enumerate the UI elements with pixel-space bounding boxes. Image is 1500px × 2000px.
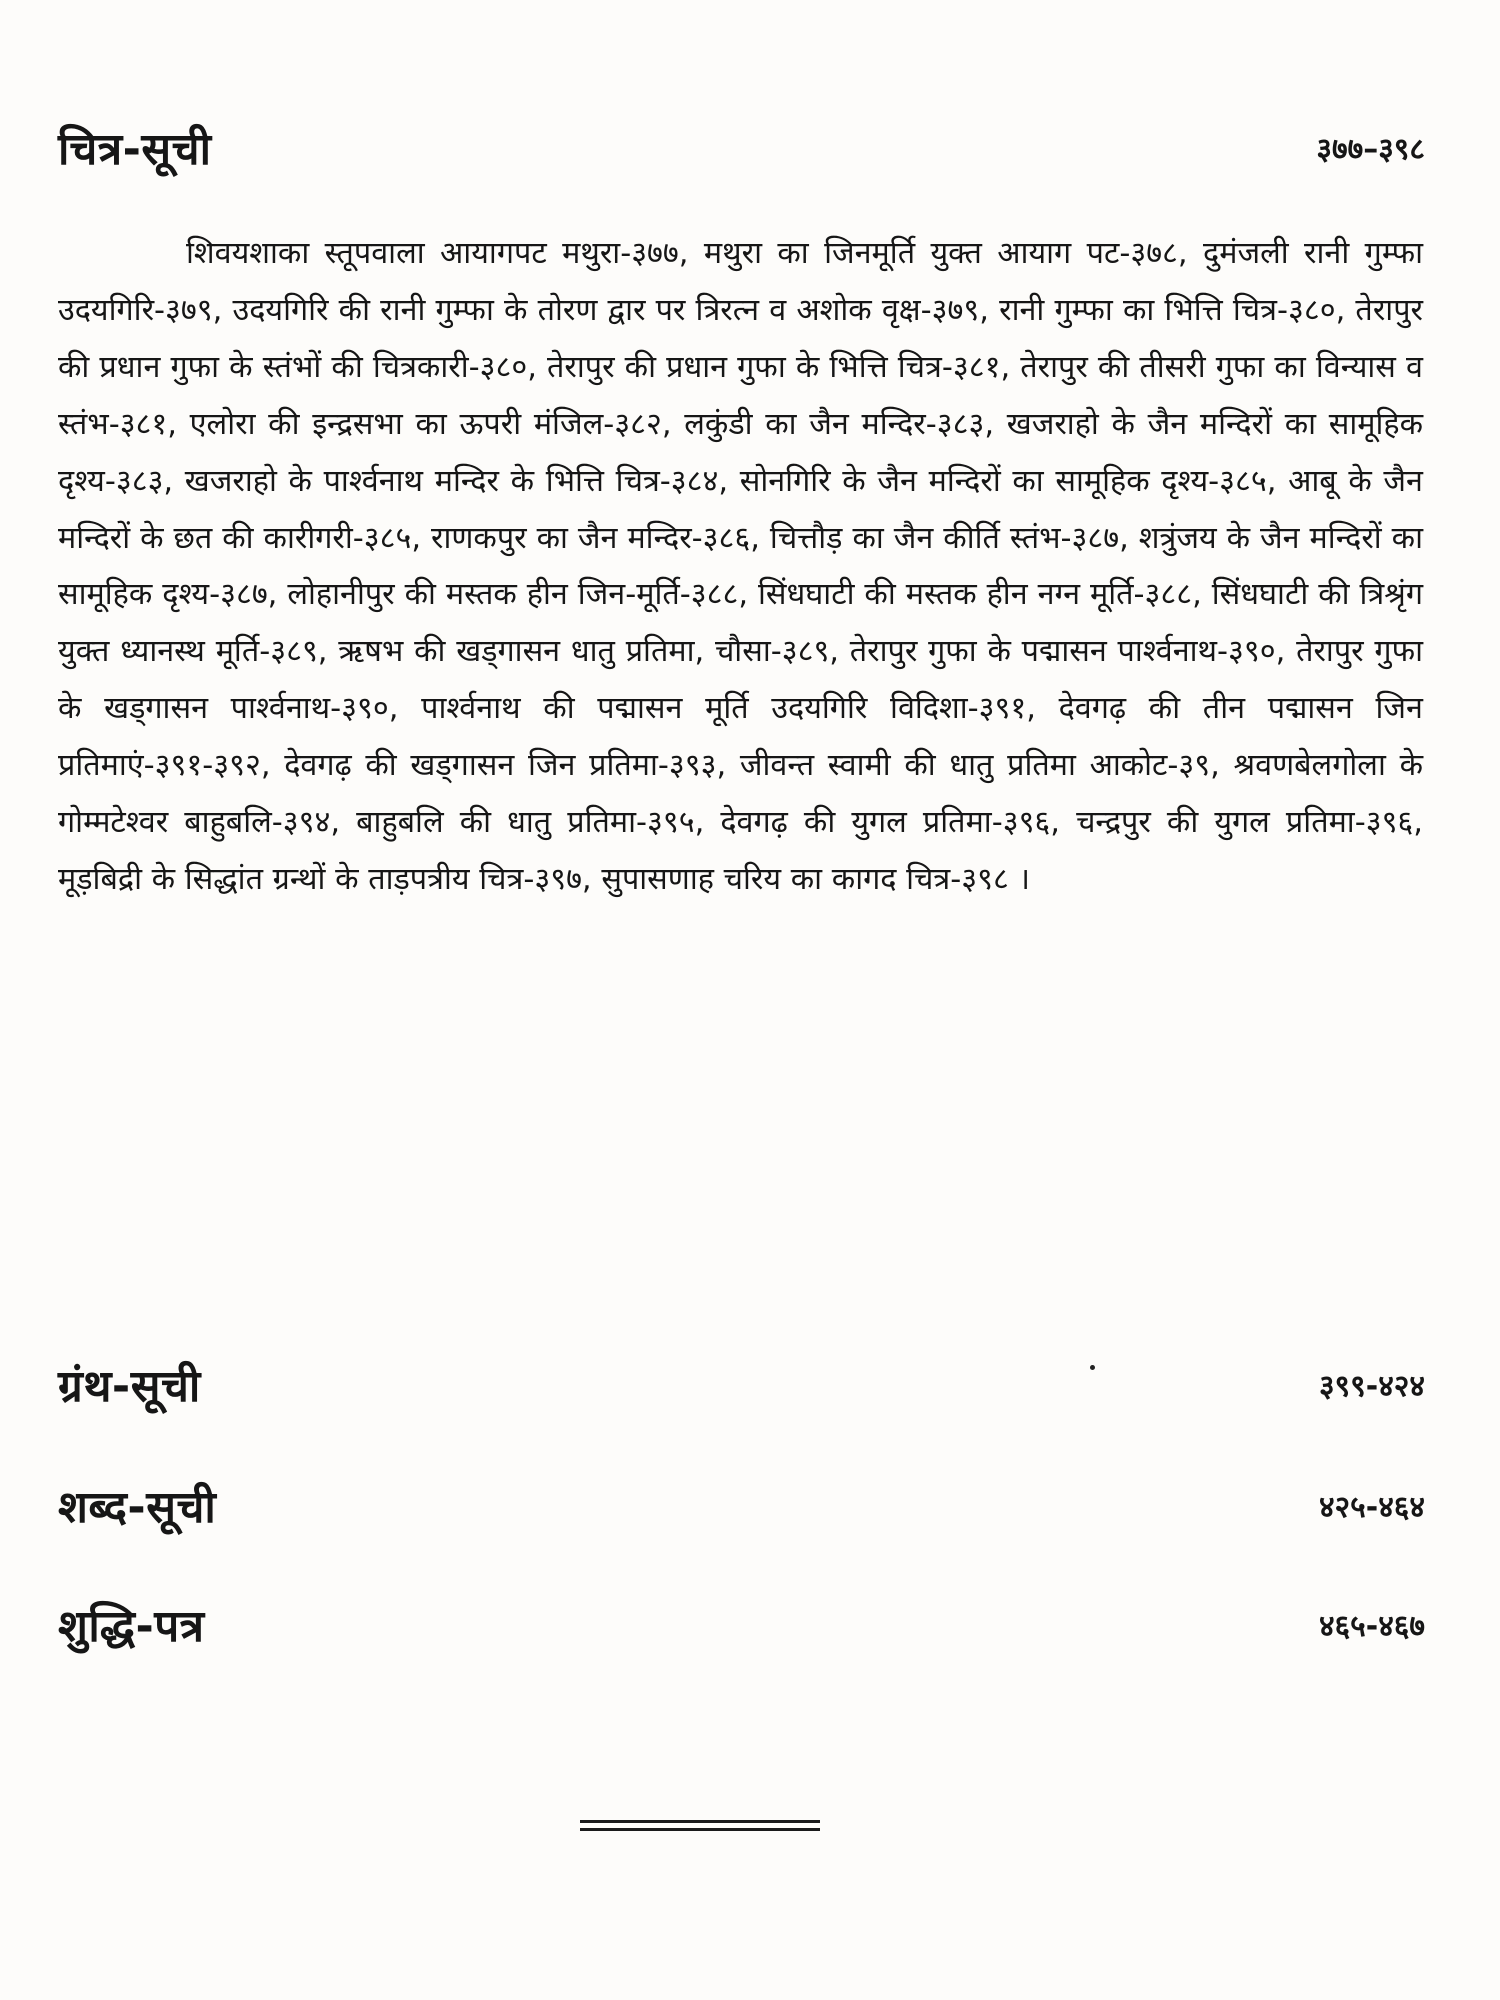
shuddhi-patra-heading <box>58 1597 1425 1657</box>
granth-suchi-title: ग्रंथ-सूची <box>58 1361 201 1412</box>
shuddhi-patra-page-range: ४६५-४६७ <box>1318 1609 1425 1644</box>
chitra-suchi-title: चित्र-सूची <box>58 124 212 175</box>
chitra-suchi-list: शिवयशाका स्तूपवाला आयागपट मथुरा-३७७, मथुरा का जिनमूर्ति युक्त आयाग पट-३७८, दुमंजली रानी गुम्फा उदयगिरि-३७९, उदयगिरि की रानी गुम्फा के तोरण द्वार पर त्रिरत्न व अशोक वृक्ष-३७९, रानी गुम्फा का भित्ति चित्र-३८०, तेरापुर की प्रधान गुफा के स्तंभों की चित्रकारी-३८०, तेरापुर की प्रधान गुफा के भित्ति चित्र-३८१, तेरापुर की तीसरी गुफा का विन्यास व स्तंभ-३८१, एलोरा की इन्द्रसभा का ऊपरी मंजिल-३८२, लकुंडी का जैन मन्दिर-३८३, खजराहो के जैन मन्दिरों का सामूहिक दृश्य-३८३, खजराहो के पार्श्वनाथ मन्दिर के भित्ति चित्र-३८४, सोनगिरि के जैन मन्दिरों का सामूहिक दृश्य-३८५, आबू के जैन मन्दिरों के छत की कारीगरी-३८५, राणकपुर का जैन मन्दिर-३८६, चित्तौड़ का जैन कीर्ति स्तंभ-३८७, शत्रुंजय के जैन मन्दिरों का सामूहिक दृश्य-३८७, लोहानीपुर की मस्तक हीन जिन-मूर्ति-३८८, सिंधघाटी की मस्तक हीन नग्न मूर्ति-३८८, सिंधघाटी की त्रिश्रृंग युक्त ध्यानस्थ मूर्ति-३८९, ऋषभ की खड्गासन धातु प्रतिमा, चौसा-३८९, तेरापुर गुफा के पद्मासन पार्श्वनाथ-३९०, तेरापुर गुफा के खड्गासन पार्श्वनाथ-३९०, पार्श्वनाथ की पद्मासन मूर्ति उदयगिरि विदिशा-३९१, देवगढ़ की तीन पद्मासन जिन प्रतिमाएं-३९१-३९२, देवगढ़ की खड्गासन जिन प्रतिमा-३९३, जीवन्त स्वामी की धातु प्रतिमा आकोट-३९, श्रवणबेलगोला के गोम्मटेश्वर बाहुबलि-३९४, बाहुबलि की धातु प्रतिमा-३९५, देवगढ़ की युगल प्रतिमा-३९६, चन्द्रपुर की युगल प्रतिमा-३९६, मूड़बिद्री के सिद्धांत ग्रन्थों के ताड़पत्रीय चित्र-३९७, सुपासणाह चरिय का कागद चित्र-३९८ । <box>58 236 1423 897</box>
chitra-suchi-heading <box>58 120 1425 180</box>
granth-suchi-heading <box>58 1357 1425 1417</box>
shuddhi-patra-title: शुद्धि-पत्र <box>58 1601 205 1652</box>
ink-speck <box>1090 1365 1095 1370</box>
shabd-suchi-page-range: ४२५-४६४ <box>1318 1490 1425 1525</box>
granth-suchi-page-range: ३९९-४२४ <box>1318 1369 1425 1404</box>
end-double-rule <box>580 1820 820 1831</box>
shabd-suchi-title: शब्द-सूची <box>58 1482 217 1533</box>
chitra-suchi-page-range: ३७७–३९८ <box>1316 132 1425 167</box>
shabd-suchi-heading <box>58 1478 1425 1538</box>
